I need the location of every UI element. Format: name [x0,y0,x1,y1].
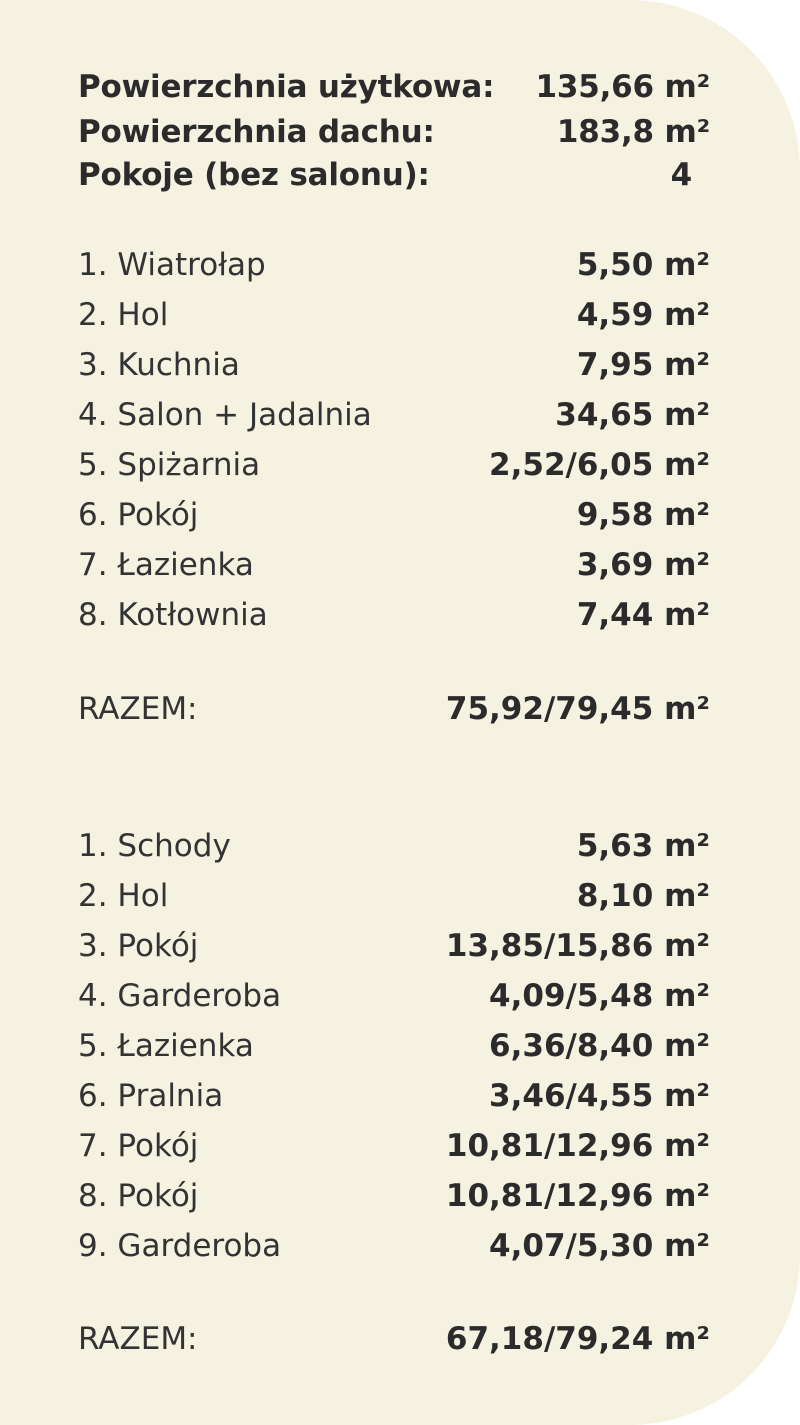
room-name: 4. Salon + Jadalnia [78,397,372,433]
room-name: 4. Garderoba [78,978,282,1014]
room-area: 3,69 m² [576,547,710,583]
rooms-count-value: 4 [670,157,692,193]
room-name: 7. Łazienka [78,547,254,583]
upper-room-row [78,1121,710,1171]
room-name: 3. Pokój [78,928,199,964]
ground-room-row [78,240,710,290]
ground-room-row [78,440,710,490]
total-label: RAZEM: [78,691,198,727]
ground-room-row [78,390,710,440]
upper-room-row [78,1021,710,1071]
room-area: 4,07/5,30 m² [489,1228,710,1264]
room-area: 4,09/5,48 m² [489,978,710,1014]
room-name: 3. Kuchnia [78,347,240,383]
upper-room-row [78,1071,710,1121]
upper-room-row [78,871,710,921]
room-area: 6,36/8,40 m² [489,1028,710,1064]
room-name: 5. Spiżarnia [78,447,261,483]
room-name: 6. Pokój [78,497,199,533]
room-area: 10,81/12,96 m² [445,1178,710,1214]
roof-area-label: Powierzchnia dachu: [78,114,435,150]
rooms-count-row [78,150,710,200]
room-area: 10,81/12,96 m² [445,1128,710,1164]
room-name: 7. Pokój [78,1128,199,1164]
total-value: 67,18/79,24 m² [445,1321,710,1357]
room-name: 8. Pokój [78,1178,199,1214]
room-name: 2. Hol [78,878,169,914]
usable-area-label: Powierzchnia użytkowa: [78,69,495,105]
room-area: 4,59 m² [576,297,710,333]
ground-room-row [78,340,710,390]
upper-room-row [78,1171,710,1221]
room-area: 13,85/15,86 m² [445,928,710,964]
upper-total-row [78,1314,710,1364]
usable-area-value: 135,66 m² [535,69,710,105]
room-name: 1. Wiatrołap [78,247,266,283]
room-area: 5,50 m² [576,247,710,283]
usable-area-row [78,62,710,112]
ground-room-row [78,540,710,590]
rooms-count-label: Pokoje (bez salonu): [78,157,430,193]
total-value: 75,92/79,45 m² [445,691,710,727]
room-area: 34,65 m² [555,397,710,433]
total-label: RAZEM: [78,1321,198,1357]
ground-room-row [78,490,710,540]
room-area: 8,10 m² [576,878,710,914]
upper-room-row [78,821,710,871]
upper-room-row [78,1221,710,1271]
ground-room-row [78,590,710,640]
room-area: 5,63 m² [576,828,710,864]
ground-room-row [78,290,710,340]
upper-room-row [78,971,710,1021]
upper-room-row [78,921,710,971]
room-name: 2. Hol [78,297,169,333]
roof-area-value: 183,8 m² [556,114,710,150]
room-area: 7,44 m² [576,597,710,633]
ground-total-row [78,684,710,734]
room-name: 5. Łazienka [78,1028,254,1064]
room-name: 6. Pralnia [78,1078,224,1114]
room-name: 1. Schody [78,828,231,864]
room-area: 2,52/6,05 m² [489,447,710,483]
room-name: 8. Kotłownia [78,597,268,633]
room-area: 7,95 m² [576,347,710,383]
room-name: 9. Garderoba [78,1228,282,1264]
room-area: 9,58 m² [576,497,710,533]
room-area: 3,46/4,55 m² [489,1078,710,1114]
